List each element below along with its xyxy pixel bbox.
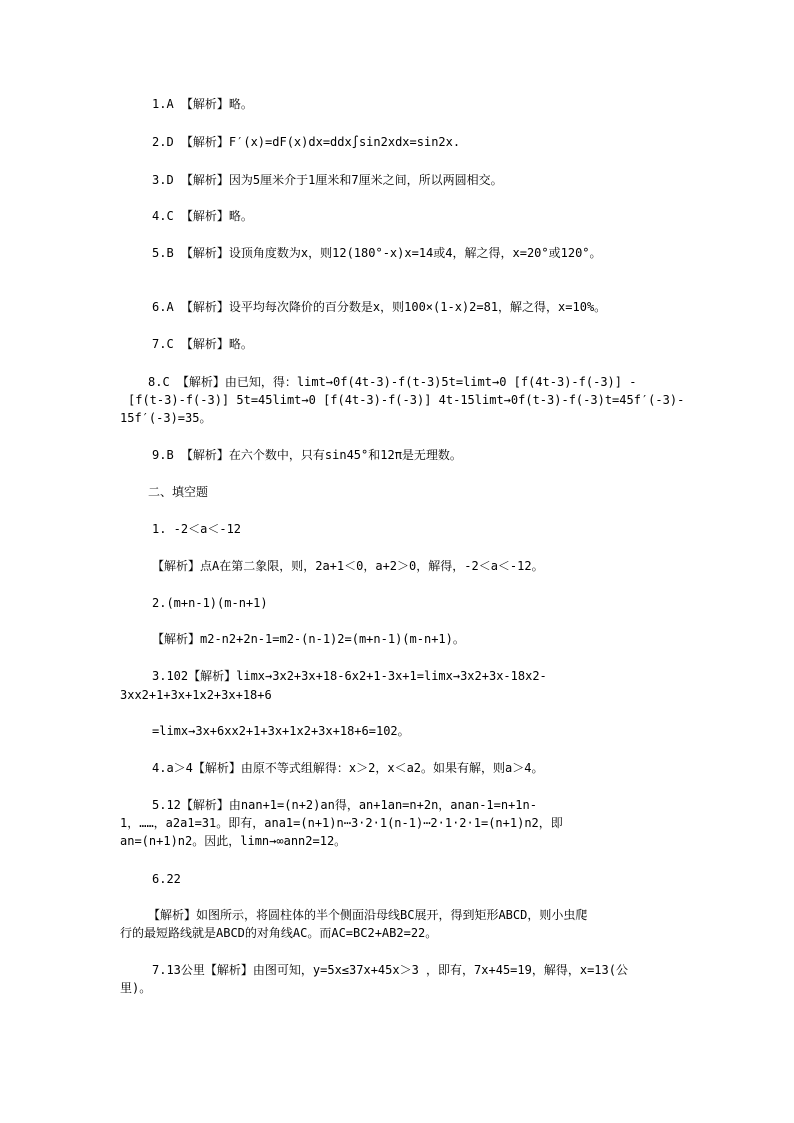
- text-line: 7.C 【解析】略。: [152, 337, 253, 351]
- text-line: 5.B 【解析】设顶角度数为x，则12(180°-x)x=14或4，解之得，x=20°或120°。: [152, 246, 602, 260]
- text-line: 3xx2+1+3x+1x2+3x+18+6: [120, 688, 272, 702]
- text-line: 1. -2＜a＜-12: [152, 522, 242, 536]
- text-line: 1，……，a2a1=31。即有，ana1=(n+1)n⋯3·2·1(n-1)⋯2·1·2·1=(n+1)n2，即: [120, 816, 563, 830]
- text-line: 6.A 【解析】设平均每次降价的百分数是x，则100×(1-x)2=81，解之得，x=10%。: [152, 300, 607, 314]
- text-line: 8.C 【解析】由已知，得：limt→0f(4t-3)-f(t-3)5t=limt→0 [f(4t-3)-f(-3)] -: [148, 375, 637, 389]
- text-line: 里)。: [120, 981, 152, 995]
- text-line: 4.a＞4【解析】由原不等式组解得：x＞2，x＜a2。如果有解，则a＞4。: [152, 761, 544, 775]
- text-line: 4.C 【解析】略。: [152, 209, 253, 223]
- text-line: 9.B 【解析】在六个数中，只有sin45°和12π是无理数。: [152, 448, 462, 462]
- text-line: 行的最短路线就是ABCD的对角线AC。而AC=BC2+AB2=22。: [120, 926, 438, 940]
- text-line: 【解析】m2-n2+2n-1=m2-(n-1)2=(m+n-1)(m-n+1)。: [152, 632, 465, 646]
- text-line: 7.13公里【解析】由图可知，y=5x≤37x+45x＞3 ，即有，7x+45=19，解得，x=13(公: [152, 963, 628, 977]
- text-line: 3.102【解析】limx→3x2+3x+18-6x2+1-3x+1=limx→3x2+3x-18x2-: [152, 669, 547, 683]
- section-heading: 二、填空题: [148, 485, 209, 499]
- text-line: 1.A 【解析】略。: [152, 97, 253, 111]
- text-line: =limx→3x+6xx2+1+3x+1x2+3x+18+6=102。: [152, 724, 410, 738]
- text-line: [f(t-3)-f(-3)] 5t=45limt→0 [f(4t-3)-f(-3)] 4t-15limt→0f(t-3)-f(-3)t=45f′(-3)-: [128, 393, 685, 407]
- text-line: 6.22: [152, 872, 181, 886]
- text-line: 2.D 【解析】F′(x)=dF(x)dx=ddx∫sin2xdx=sin2x.: [152, 135, 461, 149]
- text-line: an=(n+1)n2。因此，limn→∞ann2=12。: [120, 834, 347, 848]
- text-line: 3.D 【解析】因为5厘米介于1厘米和7厘米之间，所以两圆相交。: [152, 173, 503, 187]
- text-line: 5.12【解析】由nan+1=(n+2)an得，an+1an=n+2n，anan-1=n+1n-: [152, 798, 537, 812]
- text-line: 【解析】点A在第二象限，则，2a+1＜0，a+2＞0，解得，-2＜a＜-12。: [152, 559, 544, 573]
- text-line: 2.(m+n-1)(m-n+1): [152, 596, 268, 610]
- text-line: 15f′(-3)=35。: [120, 411, 212, 425]
- text-line: 【解析】如图所示，将圆柱体的半个侧面沿母线BC展开，得到矩形ABCD，则小虫爬: [148, 908, 588, 922]
